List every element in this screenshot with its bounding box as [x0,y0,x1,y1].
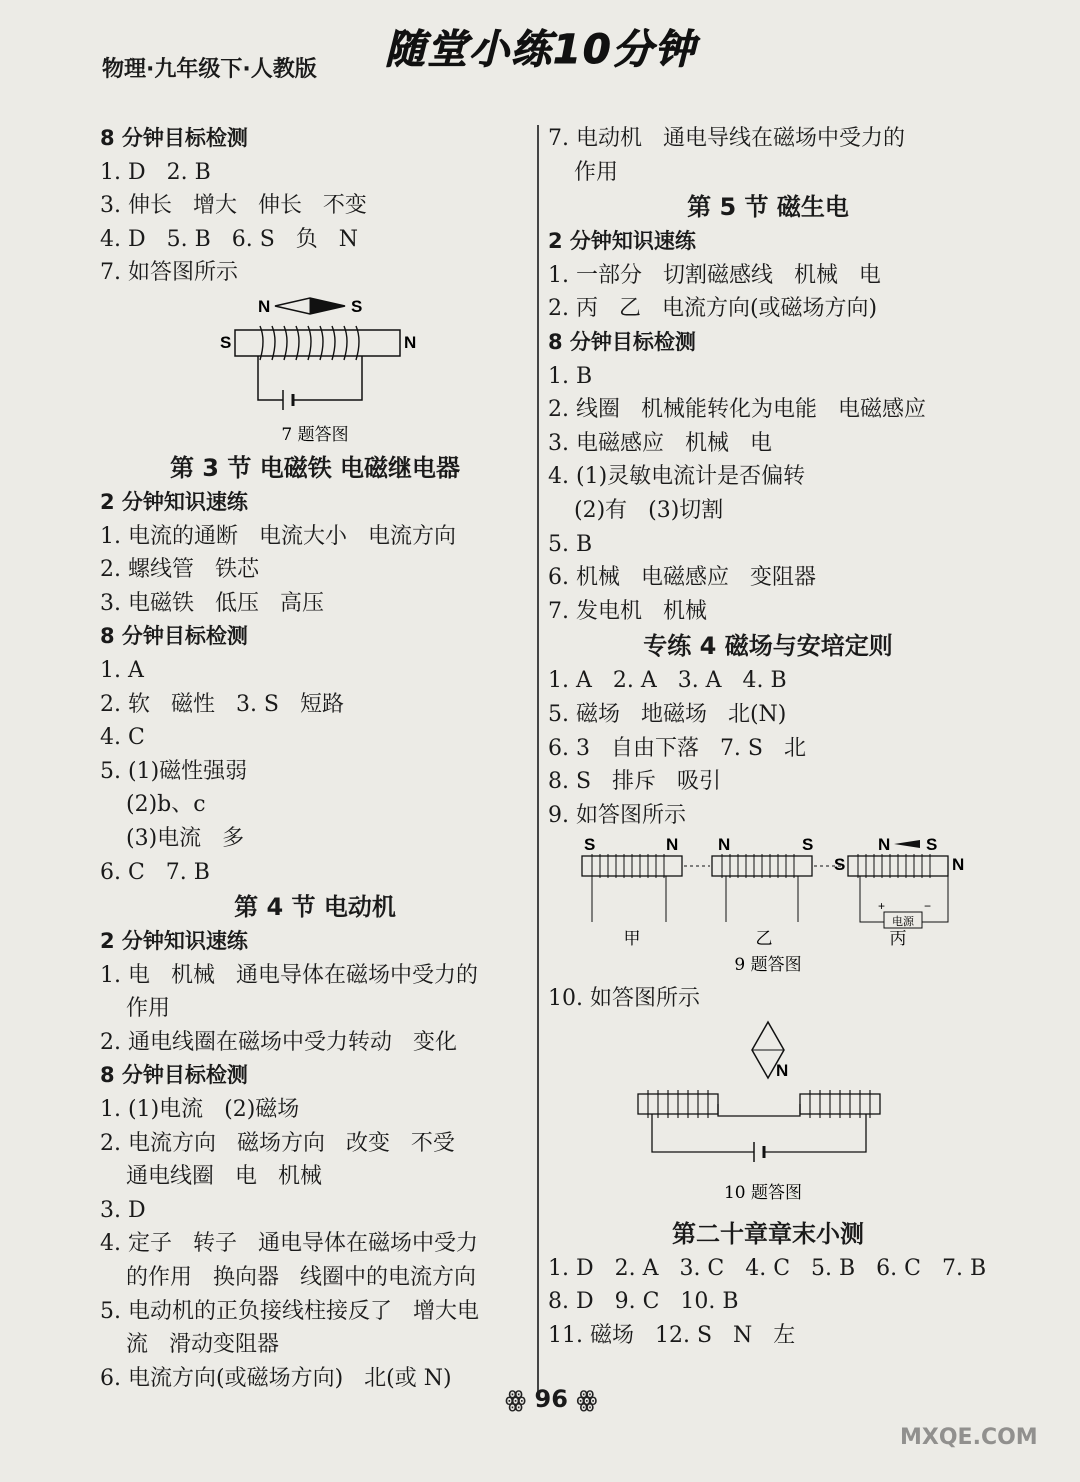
left-column [100,122,530,1395]
svg-text:S: S [926,835,938,855]
answer-line: (3)电流 多 [126,825,245,851]
ornament-icon: ꙮ [576,1388,598,1413]
svg-text:N: N [878,835,891,855]
answer-line: 4. C [100,725,145,751]
answer-line: 3. D [100,1197,146,1223]
section-heading: 第 4 节 电动机 [234,893,396,922]
svg-text:N: N [718,835,731,855]
answer-line: 6. 机械 电磁感应 变阻器 [548,565,816,591]
svg-text:N: N [666,835,679,855]
answer-line: 4. D 5. B 6. S 负 N [100,226,358,252]
right-column [548,122,988,1353]
answer-line: 8. S 排斥 吸引 [548,769,722,795]
svg-text:S: S [834,855,846,875]
answer-line: 5. (1)磁性强弱 [100,758,248,784]
figure-9 [548,832,988,982]
figure-7 [100,290,530,450]
answer-line: 10. 如答图所示 [548,986,700,1012]
answer-line: 流 滑动变阻器 [126,1332,279,1358]
page-number: 96 [534,1385,568,1413]
answer-line: 6. 电流方向(或磁场方向) 北(或 N) [100,1365,452,1391]
compass-needle [894,840,920,848]
book-title: 随堂小练10分钟 [385,27,697,73]
sub-heading: 2 分钟知识速练 [100,929,248,954]
answer-line: 3. 电磁铁 低压 高压 [100,590,324,616]
figure-10-diagram [548,1016,988,1216]
answer-line: 5. 磁场 地磁场 北(N) [548,701,787,727]
answer-line: 1. (1)电流 (2)磁场 [100,1097,300,1123]
sub-heading: 2 分钟知识速练 [548,229,696,254]
solenoid-core [235,330,400,356]
figure-10 [548,1016,988,1216]
figure-7-diagram [100,290,530,450]
book-subtitle: 物理·九年级下·人教版 [102,57,317,82]
answer-line: (2)b、c [126,792,206,818]
answer-line: 1. B [548,363,593,389]
sub-heading: 2 分钟知识速练 [100,489,248,514]
svg-text:甲: 甲 [623,929,641,950]
section-heading: 第 3 节 电磁铁 电磁继电器 [169,453,461,482]
svg-text:+: + [878,899,886,914]
answer-line: 7. 如答图所示 [100,260,238,286]
answer-line: 2. 通电线圈在磁场中受力转动 变化 [100,1029,457,1055]
answer-line: 1. 电 机械 通电导体在磁场中受力的 [100,962,478,988]
figure-10-caption: 10 题答图 [723,1182,803,1203]
answer-line: 8. D 9. C 10. B [548,1289,739,1315]
answer-line: 2. 软 磁性 3. S 短路 [100,691,344,717]
answer-line: 2. 线圈 机械能转化为电能 电磁感应 [548,397,926,423]
answer-line: 作用 [126,996,171,1022]
answer-line: 6. C 7. B [100,859,210,885]
page-footer [505,1385,597,1413]
answer-line: 的作用 换向器 线圈中的电流方向 [126,1265,476,1291]
sub-heading: 8 分钟目标检测 [100,624,248,649]
figure-9-diagram [548,832,988,982]
answer-line: 2. 电流方向 磁场方向 改变 不受 [100,1130,455,1156]
solenoid-n-label: N [404,332,417,352]
svg-text:S: S [584,835,596,855]
svg-text:N: N [776,1060,789,1080]
needle-s-label: S [351,296,363,316]
svg-text:−: − [924,899,932,914]
answer-line: 1. 一部分 切割磁感线 机械 电 [548,262,881,288]
answer-line: 2. 螺线管 铁芯 [100,557,259,583]
sub-heading: 8 分钟目标检测 [100,1063,248,1088]
answer-line: 5. B [548,531,593,557]
svg-text:N: N [952,855,965,875]
svg-text:乙: 乙 [755,929,773,950]
answer-line: 1. A [100,657,144,683]
answer-line: 1. D 2. B [100,159,211,185]
sub-heading: 8 分钟目标检测 [100,126,248,150]
ornament-icon: ꙮ [505,1388,527,1413]
answer-line: 5. 电动机的正负接线柱接反了 增大电 [100,1298,479,1324]
figure-7-caption: 7 题答图 [281,424,349,445]
answer-line: 通电线圈 电 机械 [126,1164,322,1190]
answer-line: 6. 3 自由下落 7. S 北 [548,735,806,761]
answer-line: 4. 定子 转子 通电导体在磁场中受力 [100,1231,478,1257]
answer-line: 作用 [574,159,619,185]
svg-text:电源: 电源 [892,915,914,929]
answer-line: 3. 伸长 增大 伸长 不变 [100,193,367,219]
answer-line: 1. A 2. A 3. A 4. B [548,668,787,694]
section-heading: 第二十章章末小测 [672,1219,864,1248]
sub-heading: 8 分钟目标检测 [548,329,696,354]
svg-text:丙: 丙 [889,929,907,950]
answer-line: 1. 电流的通断 电流大小 电流方向 [100,523,456,549]
section-heading: 第 5 节 磁生电 [687,193,849,222]
answer-line: 7. 发电机 机械 [548,598,707,624]
column-divider [537,125,539,1395]
solenoid-s-label: S [220,332,232,352]
answer-line: 4. (1)灵敏电流计是否偏转 [548,464,806,490]
answer-line: 3. 电磁感应 机械 电 [548,430,772,456]
answer-line: (2)有 (3)切割 [574,497,724,523]
answer-line: 9. 如答图所示 [548,802,686,828]
needle-n-label: N [258,296,271,316]
section-heading: 专练 4 磁场与安培定则 [643,632,893,661]
answer-line: 11. 磁场 12. S N 左 [548,1323,796,1349]
answer-line: 2. 丙 乙 电流方向(或磁场方向) [548,296,878,322]
answer-line: 7. 电动机 通电导线在磁场中受力的 [548,126,905,151]
watermark-logo: MXQE.COM [900,1425,1038,1450]
figure-9-caption: 9 题答图 [734,955,802,976]
answer-line: 1. D 2. A 3. C 4. C 5. B 6. C 7. B [548,1255,987,1281]
svg-text:S: S [802,835,814,855]
